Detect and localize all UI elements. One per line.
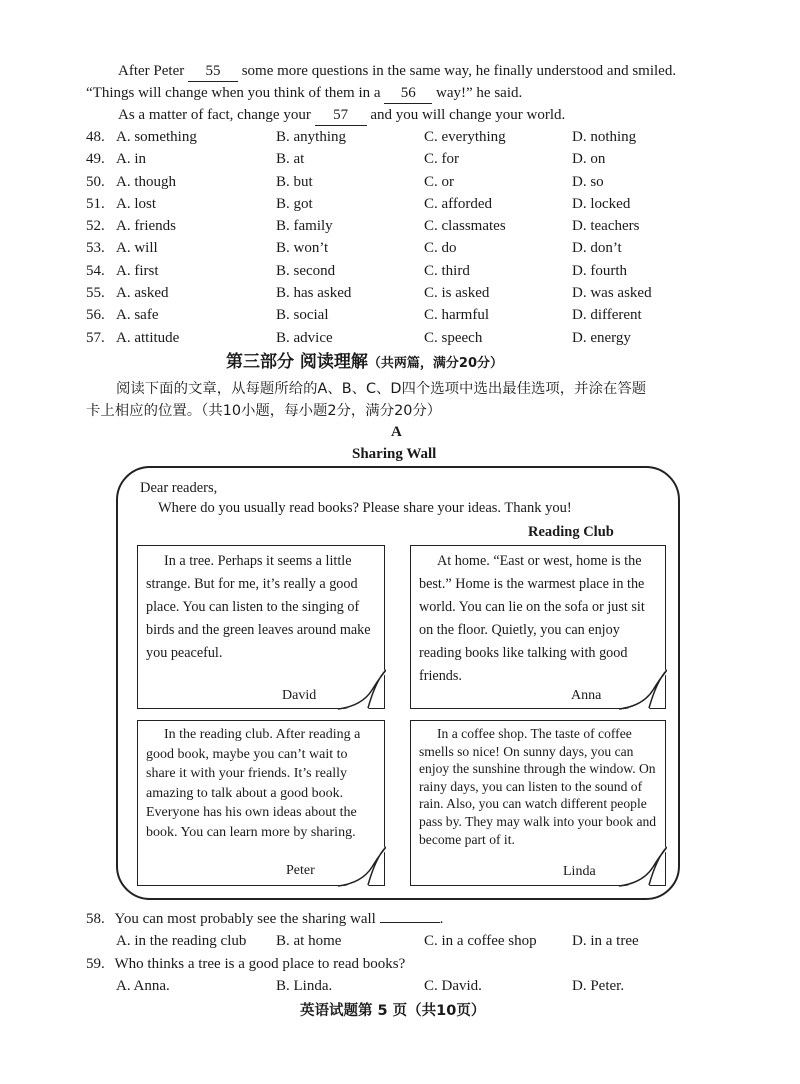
question-number: 56. <box>86 307 105 323</box>
question-number: 59. <box>86 956 105 972</box>
option-b: B. Linda. <box>276 978 333 994</box>
question-number: 52. <box>86 218 105 234</box>
note-linda <box>410 720 666 886</box>
question-number: 50. <box>86 174 105 190</box>
passage-text: After Peter <box>118 63 185 79</box>
option-c: C. David. <box>424 978 482 994</box>
note-peter <box>137 720 385 886</box>
question-59 <box>86 954 405 974</box>
option-b: B. at home <box>276 933 342 949</box>
note-anna <box>410 545 666 709</box>
option-b: B. family <box>276 218 333 234</box>
option-b: B. social <box>276 307 329 323</box>
note-david <box>137 545 385 709</box>
option-row <box>0 149 800 169</box>
option-b: B. second <box>276 263 336 279</box>
option-b: B. advice <box>276 330 333 346</box>
option-b: B. anything <box>276 129 346 145</box>
reading-club-signature: Reading Club <box>528 524 614 540</box>
question-number: 58. <box>86 911 105 927</box>
option-c: C. harmful <box>424 307 489 323</box>
note-text: In a coffee shop. The taste of coffee smells so nice! On sunny days, you can enjoy the sunshine through the window. On rainy days, you can listen to the sound of rain. Also, you can watch different people pass by. They may walk into your book and become part of it. <box>419 726 657 847</box>
passage-title: Sharing Wall <box>352 446 437 462</box>
section-heading <box>226 350 503 376</box>
blank-56: 56 <box>384 83 432 104</box>
option-d: D. energy <box>572 330 631 346</box>
option-a: A. first <box>116 263 159 279</box>
option-row <box>0 127 800 147</box>
option-d: D. fourth <box>572 263 627 279</box>
question-number: 51. <box>86 196 105 212</box>
option-c: C. everything <box>424 129 506 145</box>
option-b: B. at <box>276 151 305 167</box>
option-a: A. attitude <box>116 330 180 346</box>
page-curl-icon <box>619 668 667 710</box>
option-row <box>0 194 800 214</box>
option-c: C. classmates <box>424 218 506 234</box>
option-a: A. though <box>116 174 176 190</box>
option-d: D. so <box>572 174 604 190</box>
question-58 <box>86 909 443 929</box>
option-a: A. something <box>116 129 197 145</box>
option-row <box>0 328 800 348</box>
note-text: In the reading club. After reading a good book, maybe you can’t wait to share it with your friends. It’s really amazing to talk about a good book. Everyone has his own ideas about the book. You can learn more by sharing. <box>146 727 361 840</box>
option-row <box>0 216 800 236</box>
section-instruction-1: 阅读下面的文章，从每题所给的A、B、C、D四个选项中选出最佳选项，并涂在答题 <box>116 381 647 397</box>
option-c: C. speech <box>424 330 483 346</box>
note-text: In a tree. Perhaps it seems a little strange. But for me, it’s really a good place. You can listen to the singing of birds and the green leaves around make you peaceful. <box>146 553 371 661</box>
option-c: C. afforded <box>424 196 493 212</box>
question-number: 53. <box>86 240 105 256</box>
option-d: D. on <box>572 151 606 167</box>
option-b: B. got <box>276 196 313 212</box>
question-end: . <box>439 911 444 927</box>
page-footer: 英语试题第 5 页（共10页） <box>300 1003 486 1019</box>
option-d: D. locked <box>572 196 631 212</box>
passage-text: As a matter of fact, change your <box>118 107 311 123</box>
note-name: Linda <box>563 864 596 879</box>
note-text: At home. “East or west, home is the best.” Home is the warmest place in the world. You can lie on the sofa or just sit on the floor. Quietly, you can enjoy reading books like talking with good friends. <box>419 553 645 684</box>
option-a: A. in the reading club <box>116 933 247 949</box>
option-row <box>0 283 800 303</box>
page-curl-icon <box>338 845 386 887</box>
option-c: C. in a coffee shop <box>424 933 537 949</box>
option-c: C. for <box>424 151 459 167</box>
passage-letter: A <box>391 424 402 440</box>
passage-text: way!” he said. <box>436 85 523 101</box>
option-c: C. is asked <box>424 285 490 301</box>
option-a: A. will <box>116 240 158 256</box>
option-row <box>0 238 800 258</box>
option-d: D. nothing <box>572 129 637 145</box>
option-row <box>0 261 800 281</box>
section-instruction-2: 卡上相应的位置。（共10小题，每小题2分，满分20分） <box>86 403 442 419</box>
blank-55: 55 <box>188 61 238 82</box>
question-number: 55. <box>86 285 105 301</box>
option-row <box>0 976 800 996</box>
option-c: C. third <box>424 263 470 279</box>
option-d: D. was asked <box>572 285 652 301</box>
note-name: Peter <box>286 863 315 878</box>
option-a: A. in <box>116 151 146 167</box>
question-number: 49. <box>86 151 105 167</box>
option-d: D. in a tree <box>572 933 639 949</box>
option-row <box>0 931 800 951</box>
question-text: Who thinks a tree is a good place to read books? <box>114 956 406 972</box>
passage-text: some more questions in the same way, he finally understood and smiled. <box>241 63 677 79</box>
page-curl-icon <box>338 668 386 710</box>
question-number: 54. <box>86 263 105 279</box>
option-a: A. Anna. <box>116 978 170 994</box>
option-c: C. or <box>424 174 454 190</box>
option-row <box>0 172 800 192</box>
option-b: B. won’t <box>276 240 329 256</box>
answer-blank <box>380 922 440 923</box>
option-row <box>0 305 800 325</box>
greeting: Dear readers, <box>140 480 218 496</box>
section-note: （共两篇，满分20分） <box>367 356 504 371</box>
passage-line-2 <box>86 83 522 104</box>
option-b: B. has asked <box>276 285 352 301</box>
option-b: B. but <box>276 174 313 190</box>
note-name: Anna <box>571 688 602 703</box>
option-d: D. teachers <box>572 218 640 234</box>
option-a: A. safe <box>116 307 159 323</box>
passage-text: “Things will change when you think of them in a <box>86 85 381 101</box>
page-curl-icon <box>619 845 667 887</box>
question-number: 57. <box>86 330 105 346</box>
passage-line-1 <box>118 61 676 82</box>
question-number: 48. <box>86 129 105 145</box>
question-text: You can most probably see the sharing wall <box>114 911 376 927</box>
blank-57: 57 <box>315 105 367 126</box>
option-a: A. lost <box>116 196 157 212</box>
option-a: A. asked <box>116 285 169 301</box>
option-d: D. don’t <box>572 240 622 256</box>
passage-line-3 <box>118 105 565 126</box>
option-a: A. friends <box>116 218 176 234</box>
option-c: C. do <box>424 240 457 256</box>
note-name: David <box>282 688 317 703</box>
wall-question: Where do you usually read books? Please share your ideas. Thank you! <box>158 500 572 516</box>
section-title: 第三部分 阅读理解 <box>226 352 368 372</box>
passage-text: and you will change your world. <box>370 107 566 123</box>
option-d: D. Peter. <box>572 978 625 994</box>
option-d: D. different <box>572 307 642 323</box>
